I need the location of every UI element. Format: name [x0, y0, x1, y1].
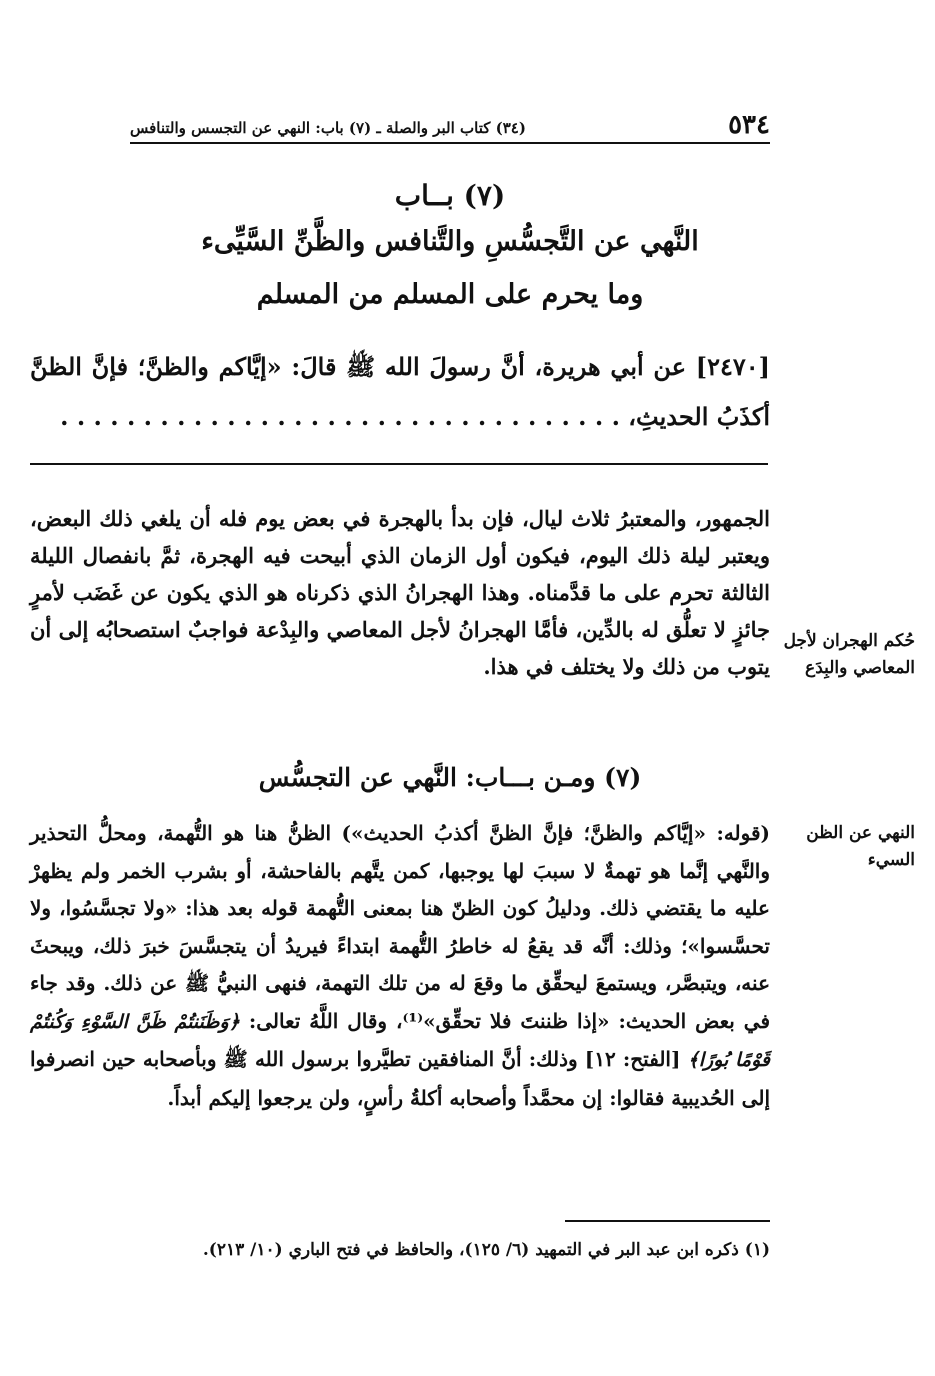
header-divider — [130, 142, 770, 144]
commentary-paragraph: الجمهور، والمعتبرُ ثلاث ليال، فإن بدأ بالهجرة في بعض يوم فله أن يلغي ذلك البعض، ويعتبر ليلة ذلك اليوم، فيكون أول الزمان الذي أبيحت فيه الهجرة، ثمَّ بانفصال الليلة الثالثة تحرم على ما قدَّمناه. وهذا الهجرانُ الذي ذكرناه هو الذي يكون عن غَضَب لأمرٍ جائزٍ لا تعلُّق له بالدِّين، فأمَّا الهجرانُ لأجل المعاصي والبِدْعة فواجبٌ استصحابُه إلى أن يتوب من ذلك ولا يختلف في هذا. — [30, 506, 770, 679]
commentary-text: (قوله: «إيَّاكم والظنَّ؛ فإنَّ الظنَّ أكذبُ الحديث») الظنُّ هنا هو التُّهمة، ومحلُّ التحذير والنَّهي إنَّما هو تهمةٌ لا سببَ لها يوجبها، كمن يتَّهم بالفاحشة، أو بشرب الخمر ولم يظهرْ عليه ما يقتضي ذلك. ودليلُ كون الظنّ هنا بمعنى التُّهمة قوله بعد هذا: «ولا تجسَّسُوا، ولا تحسَّسوا»؛ وذلك: أنَّه قد يقعُ له خاطرُ التُّهمة ابتداءً فيريدُ أن يتجسَّسَ خبرَ ذلك، ويبحثَ عنه، ويتبصَّر، ويستمعَ ليحقِّق ما وقعَ له من تلك التهمة، فنهى النبيُّ ﷺ عن ذلك. وقد جاء في بعض الحديث: «إذا ظننتَ فلا تحقِّق»⁽¹⁾، وقال اللَّهُ تعالى: — [30, 821, 771, 1033]
running-title: (٣٤) كتاب البر والصلة ـ (٧) باب: النهي عن التجسس والتنافس — [130, 119, 526, 137]
margin-note-abandonment: حُكم الهجران لأجل المعاصي والبِدَع — [783, 631, 915, 678]
page-number: ٥٣٤ — [728, 110, 770, 140]
text-divider — [30, 463, 768, 465]
chapter-heading — [130, 176, 770, 322]
page-header — [130, 110, 770, 140]
hadith-text: [٢٤٧٠] عن أبي هريرة، أنَّ رسولَ الله ﷺ قالَ: «إيَّاكم والظنَّ؛ فإنَّ الظنَّ أكذَبُ الحديثِ، . . . . . . . . . . . . . . . . . . . . . . . . . . . . . . . . . . — [30, 352, 770, 431]
chapter-subtitle: وما يحرم على المسلم من المسلم — [256, 279, 644, 310]
quran-verse: ﴿وَظَنَنتُمْ ظَنَّ السَّوْءِ وَكُنتُمْ قَوْمًا بُورًا﴾ — [30, 1010, 770, 1071]
chapter-title: النَّهي عن التَّجسُّسِ والتَّنافس والظَّنِّ السَّيِّىء — [201, 226, 699, 257]
commentary-section-2 — [30, 815, 770, 1117]
margin-note-suspicion: النهي عن الظن السيء — [806, 823, 915, 870]
section-subheading: (٧) ومـن بـــاب: النَّهي عن التجسُّس — [258, 763, 642, 792]
commentary-text-continued: [الفتح: ١٢] وذلك: أنَّ المنافقين تطيَّروا برسول الله ﷺ وبأصحابه حين انصرفوا إلى الحُديبية فقالوا: إن محمَّداً وأصحابه أكلةُ رأسٍ، ولن يرجعوا إليكم أبداً. — [30, 1047, 770, 1110]
chapter-number: (٧) بــاب — [394, 179, 506, 212]
footnote-divider — [565, 1220, 770, 1222]
footnote: (١) ذكره ابن عبد البر في التمهيد (٦/ ١٢٥)، والحافظ في فتح الباري (١٠/ ٢١٣). — [202, 1240, 770, 1260]
